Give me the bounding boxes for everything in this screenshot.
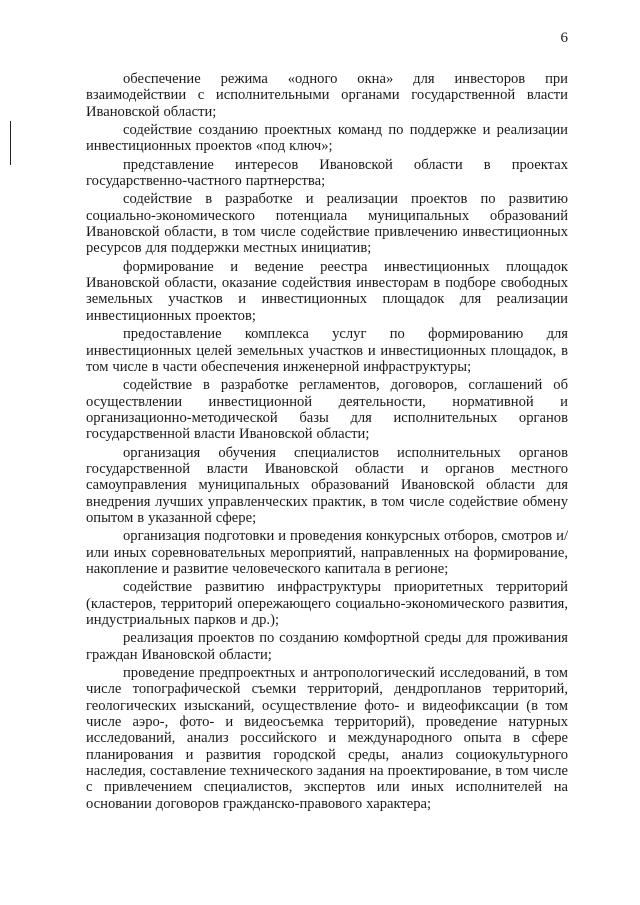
paragraph: представление интересов Ивановской области в проектах государственно-частного партнерства;	[86, 156, 568, 190]
page-number: 6	[560, 30, 568, 46]
document-body	[86, 71, 568, 812]
paragraph: предоставление комплекса услуг по формированию для инвестиционных целей земельных участков и инвестиционных площадок, в том числе в части обеспечения инженерной инфраструктуры;	[86, 326, 568, 375]
paragraph: реализация проектов по созданию комфортной среды для проживания граждан Ивановской области;	[86, 630, 568, 663]
paragraph: формирование и ведение реестра инвестиционных площадок Ивановской области, оказание содействия инвесторам в подборе свободных земельных участков и инвестиционных площадок для реализации инвестиционных проектов;	[86, 258, 568, 324]
paragraph: проведение предпроектных и антропологический исследований, в том числе топографической съемки территорий, дендропланов территорий, геологических изысканий, осуществление фото- и видеофиксации (в том числе аэро-, фото- и видеосъемка территорий), проведение натурных исследований, анализ российского и международного опыта в сфере планирования и развития городской среды, анализ социокультурного наследия, составление технического задания на проектирование, в том числе с привлечением специалистов, экспертов или иных исполнителей на основании договоров гражданско-правового характера;	[86, 665, 568, 812]
paragraph: содействие в разработке регламентов, договоров, соглашений об осуществлении инвестиционной деятельности, нормативной и организационно-методической базы для исполнительных органов государственной власти Ивановской области;	[86, 377, 568, 443]
paragraph: содействие созданию проектных команд по поддержке и реализации инвестиционных проектов «под ключ»;	[86, 122, 568, 155]
paragraph: содействие в разработке и реализации проектов по развитию социально-экономического потенциала муниципальных образований Ивановской области, в том числе содействие привлечению инвестиционных ресурсов для поддержки местных инициатив;	[86, 191, 568, 257]
paragraph: обеспечение режима «одного окна» для инвесторов при взаимодействии с исполнительными органами государственной власти Ивановской области;	[86, 71, 568, 120]
margin-mark	[10, 121, 11, 165]
paragraph: организация подготовки и проведения конкурсных отборов, смотров и/или иных соревновательных мероприятий, направленных на формирование, накопление и развитие человеческого капитала в регионе;	[86, 528, 568, 577]
paragraph: организация обучения специалистов исполнительных органов государственной власти Ивановской области и органов местного самоуправления муниципальных образований Ивановской области для внедрения лучших управленческих практик, в том числе содействие обмену опытом в указанной сфере;	[86, 444, 568, 526]
paragraph: содействие развитию инфраструктуры приоритетных территорий (кластеров, территорий опережающего социально-экономического развития, индустриальных парков и др.);	[86, 579, 568, 628]
